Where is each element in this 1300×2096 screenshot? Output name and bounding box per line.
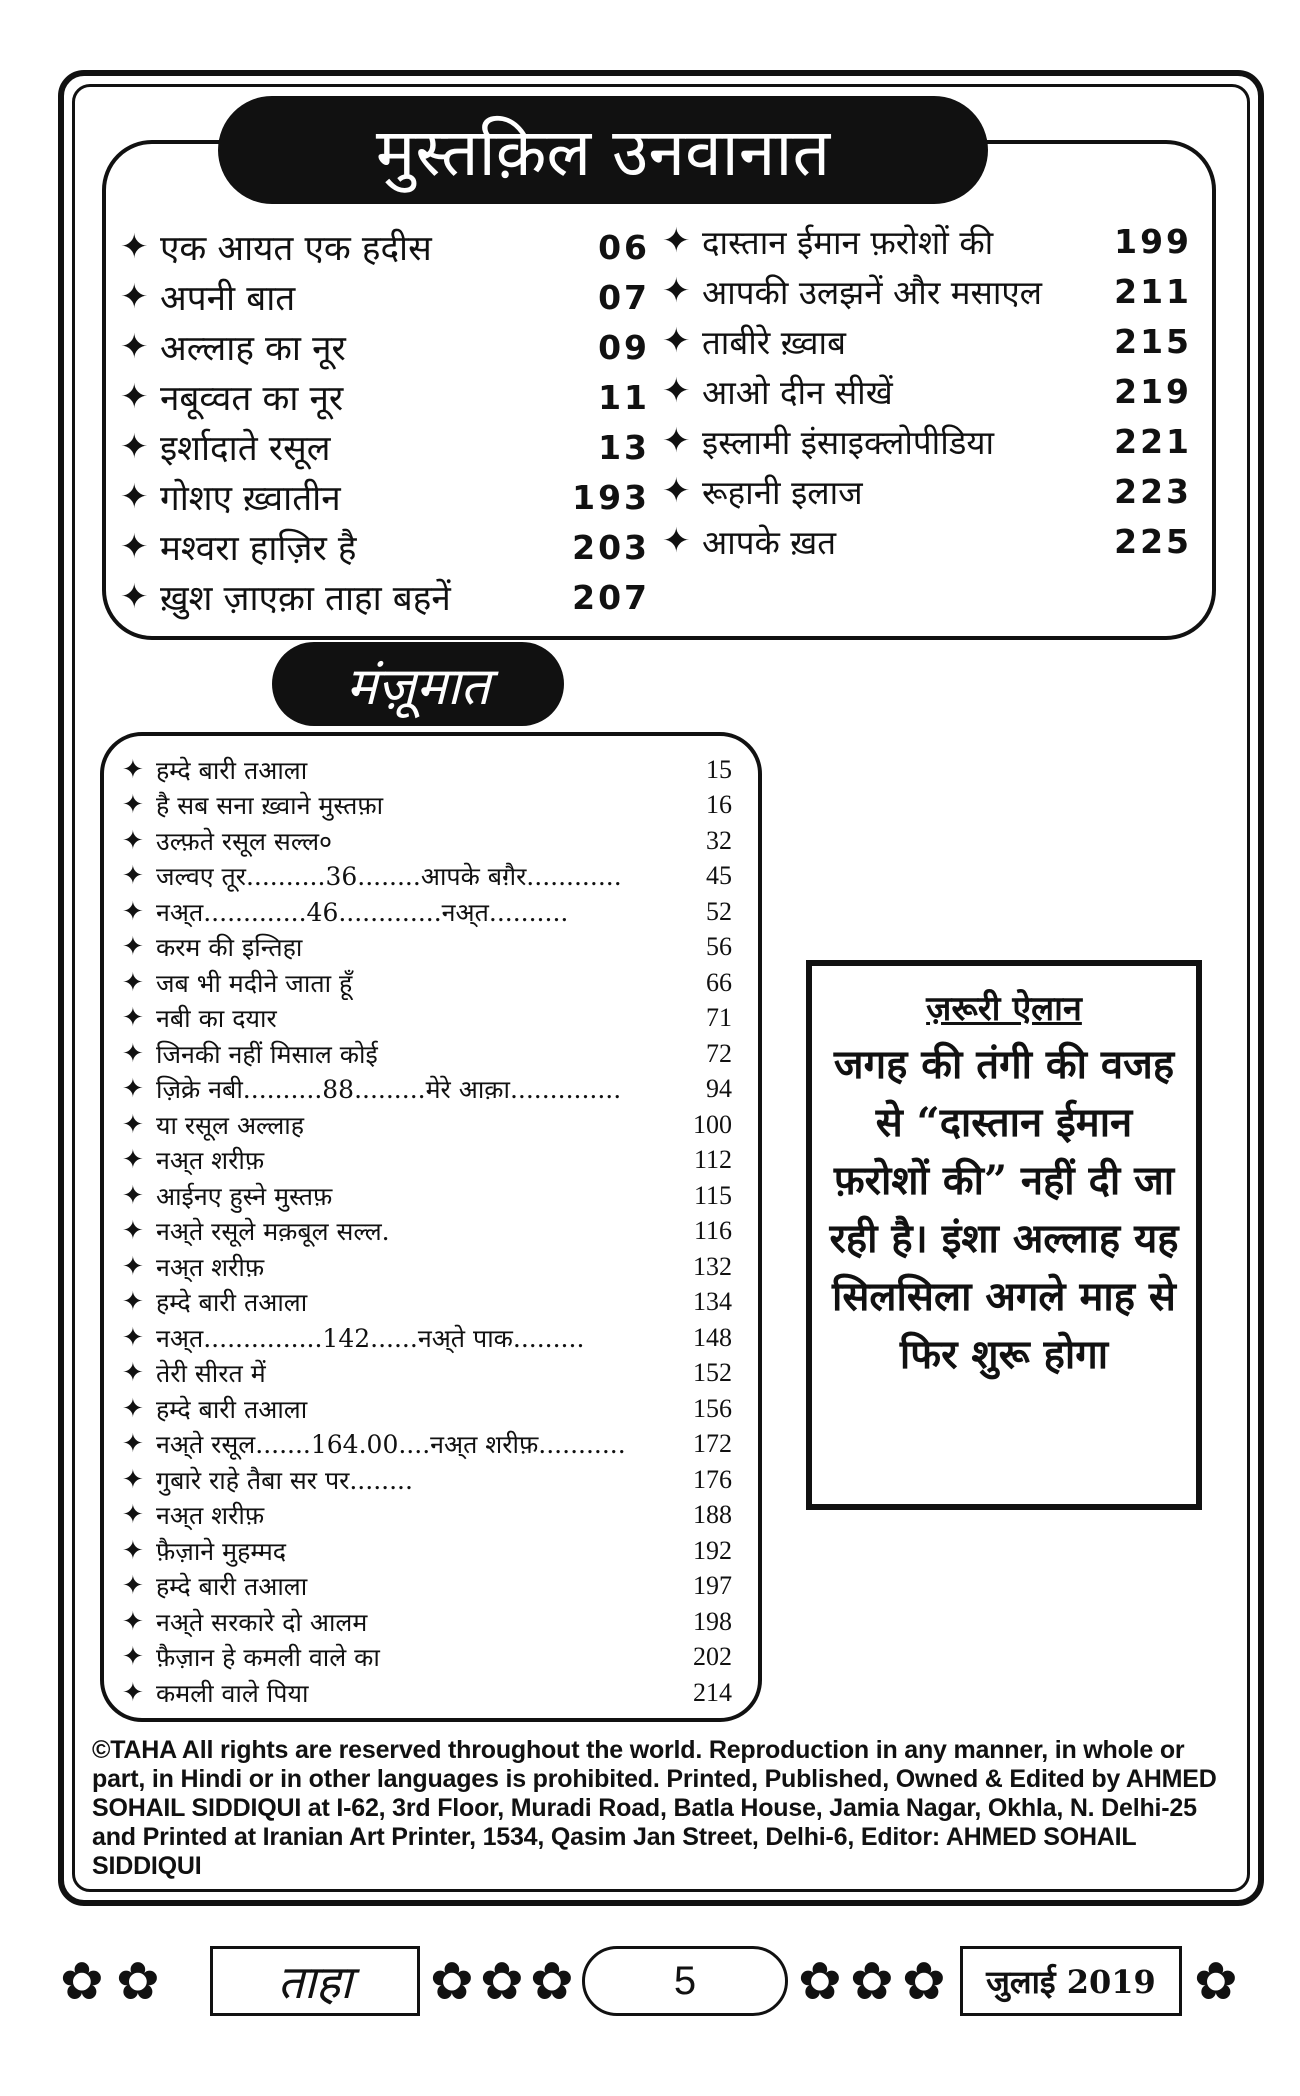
entry-page-number: 148 xyxy=(693,1322,732,1352)
entry-page-number: 211 xyxy=(1114,271,1192,311)
bullet-diamond-icon: ✦ xyxy=(662,271,691,311)
entry-page-number: 203 xyxy=(572,527,650,567)
poem-row xyxy=(122,1285,732,1321)
entry-page-number: 223 xyxy=(1114,471,1192,511)
bullet-diamond-icon: ✦ xyxy=(120,377,149,417)
entry-page-number: 172 xyxy=(693,1429,732,1459)
poem-row xyxy=(122,1072,732,1108)
bullet-diamond-icon: ✦ xyxy=(122,861,144,892)
entry-title: जब भी मदीने जाता हूँ xyxy=(156,968,353,998)
entry-title: नअ्ते रसूले मक़बूल सल्ल. xyxy=(156,1217,390,1247)
entry-title: आईनए हुस्ने मुस्तफ़ xyxy=(156,1181,333,1211)
poem-row xyxy=(122,752,732,788)
entry-title: जल्वए तूर..........36........आपके बग़ैर............ xyxy=(156,862,622,892)
bullet-diamond-icon: ✦ xyxy=(122,1358,144,1389)
entry-page-number: 09 xyxy=(598,327,650,367)
entry-page-number: 198 xyxy=(693,1606,732,1636)
bullet-diamond-icon: ✦ xyxy=(662,371,691,411)
entry-title: आपके ख़त xyxy=(702,522,837,562)
poem-row xyxy=(122,1462,732,1498)
entry-page-number: 219 xyxy=(1114,371,1192,411)
entry-page-number: 202 xyxy=(693,1642,732,1672)
bullet-diamond-icon: ✦ xyxy=(122,1464,144,1495)
entry-page-number: 52 xyxy=(706,896,732,926)
bullet-diamond-icon: ✦ xyxy=(122,1109,144,1140)
bullet-diamond-icon: ✦ xyxy=(122,1287,144,1318)
poem-row xyxy=(122,1640,732,1676)
entry-title: नअ्त शरीफ़ xyxy=(156,1501,265,1531)
entry-title: आपकी उलझनें और मसाएल xyxy=(702,272,1043,312)
regular-contents-row xyxy=(662,266,1192,316)
poem-row xyxy=(122,859,732,895)
issue-date: जुलाई 2019 xyxy=(960,1946,1182,2016)
bullet-diamond-icon: ✦ xyxy=(122,1180,144,1211)
poem-row xyxy=(122,788,732,824)
entry-page-number: 16 xyxy=(706,790,732,820)
bullet-diamond-icon: ✦ xyxy=(662,421,691,461)
poem-row xyxy=(122,1320,732,1356)
page-number: 5 xyxy=(582,1946,788,2016)
bullet-diamond-icon: ✦ xyxy=(120,477,149,517)
bullet-diamond-icon: ✦ xyxy=(662,321,691,361)
regular-contents-row xyxy=(662,416,1192,466)
flower-icon: ✿ xyxy=(480,1952,524,2012)
poem-row xyxy=(122,1249,732,1285)
entry-page-number: 188 xyxy=(693,1500,732,1530)
entry-title: कमली वाले पिया xyxy=(156,1678,309,1708)
regular-contents-row xyxy=(120,572,650,622)
entry-title: नअ्त शरीफ़ xyxy=(156,1146,265,1176)
entry-page-number: 207 xyxy=(572,577,650,617)
entry-title: हम्दे बारी तआला xyxy=(156,1572,308,1602)
poem-row xyxy=(122,894,732,930)
entry-title: हम्दे बारी तआला xyxy=(156,1394,308,1424)
flower-icon: ✿ xyxy=(116,1952,160,2012)
regular-contents-row xyxy=(120,372,650,422)
bullet-diamond-icon: ✦ xyxy=(122,1393,144,1424)
regular-contents-right-column xyxy=(662,216,1192,566)
flower-icon: ✿ xyxy=(902,1952,946,2012)
bullet-diamond-icon: ✦ xyxy=(120,577,149,617)
entry-page-number: 152 xyxy=(693,1358,732,1388)
regular-contents-row xyxy=(662,466,1192,516)
poem-row xyxy=(122,1498,732,1534)
entry-title: इर्शादाते रसूल xyxy=(160,428,331,469)
entry-page-number: 13 xyxy=(598,427,650,467)
bullet-diamond-icon: ✦ xyxy=(122,1606,144,1637)
entry-title: आओ दीन सीखें xyxy=(702,372,893,412)
entry-title: नअ्ते सरकारे दो आलम xyxy=(156,1607,368,1637)
notice-box xyxy=(806,960,1202,1510)
entry-page-number: 156 xyxy=(693,1393,732,1423)
entry-page-number: 221 xyxy=(1114,421,1192,461)
poem-row xyxy=(122,1391,732,1427)
entry-page-number: 115 xyxy=(693,1180,732,1210)
entry-page-number: 72 xyxy=(706,1038,732,1068)
entry-title: हम्दे बारी तआला xyxy=(156,1288,308,1318)
bullet-diamond-icon: ✦ xyxy=(122,1038,144,1069)
entry-title: नबी का दयार xyxy=(156,1004,277,1034)
entry-title: दास्तान ईमान फ़रोशों की xyxy=(702,222,994,262)
entry-title: ताबीरे ख़्वाब xyxy=(702,322,846,362)
poem-row xyxy=(122,1036,732,1072)
poems-heading: मंज़ूमात xyxy=(272,642,564,726)
entry-title: करम की इन्तिहा xyxy=(156,933,303,963)
bullet-diamond-icon: ✦ xyxy=(122,1500,144,1531)
bullet-diamond-icon: ✦ xyxy=(120,227,149,267)
poem-row xyxy=(122,1569,732,1605)
bullet-diamond-icon: ✦ xyxy=(122,1571,144,1602)
entry-title: एक आयत एक हदीस xyxy=(160,228,432,269)
poem-row xyxy=(122,1214,732,1250)
entry-title: गुबारे राहे तैबा सर पर........ xyxy=(156,1465,413,1495)
regular-contents-row xyxy=(120,422,650,472)
entry-title: या रसूल अल्लाह xyxy=(156,1110,305,1140)
entry-title: नअ्ते रसूल.......164.00....नअ्त शरीफ़........... xyxy=(156,1430,626,1460)
entry-title: नअ्त शरीफ़ xyxy=(156,1252,265,1282)
entry-title: नअ्त.............46.............नअ्त.......... xyxy=(156,897,569,927)
entry-page-number: 116 xyxy=(693,1216,732,1246)
bullet-diamond-icon: ✦ xyxy=(122,1642,144,1673)
entry-page-number: 193 xyxy=(572,477,650,517)
entry-page-number: 112 xyxy=(693,1145,732,1175)
flower-icon: ✿ xyxy=(798,1952,842,2012)
poem-row xyxy=(122,1533,732,1569)
entry-page-number: 192 xyxy=(693,1535,732,1565)
poem-row xyxy=(122,1001,732,1037)
entry-page-number: 56 xyxy=(706,932,732,962)
magazine-name: ताहा xyxy=(210,1946,420,2016)
entry-page-number: 66 xyxy=(706,967,732,997)
entry-title: ख़ुश ज़ाएक़ा ताहा बहनें xyxy=(160,578,451,619)
entry-title: जिनकी नहीं मिसाल कोई xyxy=(156,1039,378,1069)
bullet-diamond-icon: ✦ xyxy=(122,967,144,998)
bullet-diamond-icon: ✦ xyxy=(122,1216,144,1247)
bullet-diamond-icon: ✦ xyxy=(122,1003,144,1034)
entry-page-number: 132 xyxy=(693,1251,732,1281)
entry-title: इस्लामी इंसाइक्लोपीडिया xyxy=(702,422,995,462)
bullet-diamond-icon: ✦ xyxy=(122,1429,144,1460)
notice-title: ज़रूरी ऐलान xyxy=(926,989,1082,1029)
poem-row xyxy=(122,1356,732,1392)
entry-page-number: 100 xyxy=(693,1109,732,1139)
bullet-diamond-icon: ✦ xyxy=(120,327,149,367)
entry-title: ज़िक्रे नबी..........88.........मेरे आक़ा.............. xyxy=(156,1075,622,1105)
bullet-diamond-icon: ✦ xyxy=(122,932,144,963)
flower-icon: ✿ xyxy=(530,1952,574,2012)
entry-page-number: 215 xyxy=(1114,321,1192,361)
entry-page-number: 197 xyxy=(693,1571,732,1601)
poem-row xyxy=(122,1107,732,1143)
bullet-diamond-icon: ✦ xyxy=(122,825,144,856)
flower-icon: ✿ xyxy=(1194,1952,1238,2012)
regular-contents-row xyxy=(120,522,650,572)
flower-icon: ✿ xyxy=(850,1952,894,2012)
entry-page-number: 134 xyxy=(693,1287,732,1317)
bullet-diamond-icon: ✦ xyxy=(122,1677,144,1708)
regular-contents-row xyxy=(662,316,1192,366)
regular-contents-heading: मुस्तक़िल उनवानात xyxy=(218,96,988,204)
entry-title: नअ्त...............142......नअ्ते पाक......... xyxy=(156,1323,585,1353)
poem-row xyxy=(122,1427,732,1463)
entry-page-number: 94 xyxy=(706,1074,732,1104)
bullet-diamond-icon: ✦ xyxy=(122,1145,144,1176)
entry-title: तेरी सीरत में xyxy=(156,1359,266,1389)
regular-contents-row xyxy=(120,322,650,372)
entry-title: रूहानी इलाज xyxy=(702,472,863,512)
entry-title: फ़ैज़ाने मुहम्मद xyxy=(156,1536,287,1566)
bullet-diamond-icon: ✦ xyxy=(122,1535,144,1566)
entry-title: उल्फ़ते रसूल सल्ल० xyxy=(156,826,333,856)
poem-row xyxy=(122,930,732,966)
entry-page-number: 11 xyxy=(598,377,650,417)
poem-row xyxy=(122,1143,732,1179)
entry-page-number: 06 xyxy=(598,227,650,267)
entry-title: हम्दे बारी तआला xyxy=(156,755,308,785)
bullet-diamond-icon: ✦ xyxy=(122,1074,144,1105)
bullet-diamond-icon: ✦ xyxy=(122,790,144,821)
bullet-diamond-icon: ✦ xyxy=(120,277,149,317)
bullet-diamond-icon: ✦ xyxy=(662,471,691,511)
notice-body: जगह की तंगी की वजह से “दास्तान ईमान फ़रोशों की” नहीं दी जा रही है। इंशा अल्लाह यह सिलसिला अगले माह से फिर शुरू होगा xyxy=(829,1041,1179,1378)
entry-title: है सब सना ख़्वाने मुस्तफ़ा xyxy=(156,791,384,821)
regular-contents-row xyxy=(120,472,650,522)
entry-page-number: 32 xyxy=(706,825,732,855)
entry-title: गोशए ख़्वातीन xyxy=(160,478,341,519)
entry-page-number: 214 xyxy=(693,1677,732,1707)
bullet-diamond-icon: ✦ xyxy=(662,221,691,261)
regular-contents-row xyxy=(120,272,650,322)
bullet-diamond-icon: ✦ xyxy=(122,1322,144,1353)
regular-contents-row xyxy=(120,222,650,272)
poem-row xyxy=(122,965,732,1001)
poem-row xyxy=(122,1675,732,1711)
entry-page-number: 225 xyxy=(1114,521,1192,561)
poems-list xyxy=(122,752,732,1711)
regular-contents-row xyxy=(662,516,1192,566)
entry-page-number: 176 xyxy=(693,1464,732,1494)
entry-page-number: 45 xyxy=(706,861,732,891)
flower-icon: ✿ xyxy=(430,1952,474,2012)
entry-title: नबूव्वत का नूर xyxy=(160,378,344,419)
bullet-diamond-icon: ✦ xyxy=(120,427,149,467)
poem-row xyxy=(122,1604,732,1640)
poem-row xyxy=(122,1178,732,1214)
regular-contents-left-column xyxy=(120,222,650,622)
entry-title: अपनी बात xyxy=(160,278,296,319)
entry-page-number: 15 xyxy=(706,754,732,784)
entry-title: मश्वरा हाज़िर है xyxy=(160,528,357,569)
entry-page-number: 199 xyxy=(1114,221,1192,261)
bullet-diamond-icon: ✦ xyxy=(120,527,149,567)
flower-icon: ✿ xyxy=(60,1952,104,2012)
entry-page-number: 07 xyxy=(598,277,650,317)
entry-title: फ़ैज़ान हे कमली वाले का xyxy=(156,1643,380,1673)
bullet-diamond-icon: ✦ xyxy=(662,521,691,561)
bullet-diamond-icon: ✦ xyxy=(122,896,144,927)
regular-contents-row xyxy=(662,216,1192,266)
bullet-diamond-icon: ✦ xyxy=(122,1251,144,1282)
poem-row xyxy=(122,823,732,859)
entry-page-number: 71 xyxy=(706,1003,732,1033)
page-footer xyxy=(60,1934,1260,2030)
regular-contents-row xyxy=(662,366,1192,416)
entry-title: अल्लाह का नूर xyxy=(160,328,346,369)
bullet-diamond-icon: ✦ xyxy=(122,754,144,785)
copyright-text: ©TAHA All rights are reserved throughout the world. Reproduction in any manner, in whole or part, in Hindi or in other languages is prohibited. Printed, Published, Owned & Edited by AHMED SOHAIL SIDDIQUI at I-62, 3rd Floor, Muradi Road, Batla House, Jamia Nagar, Okhla, N. Delhi-25 and Printed at Iranian Art Printer, 1534, Qasim Jan Street, Delhi-6, Editor: AHMED SOHAIL SIDDIQUI xyxy=(92,1736,1217,1880)
